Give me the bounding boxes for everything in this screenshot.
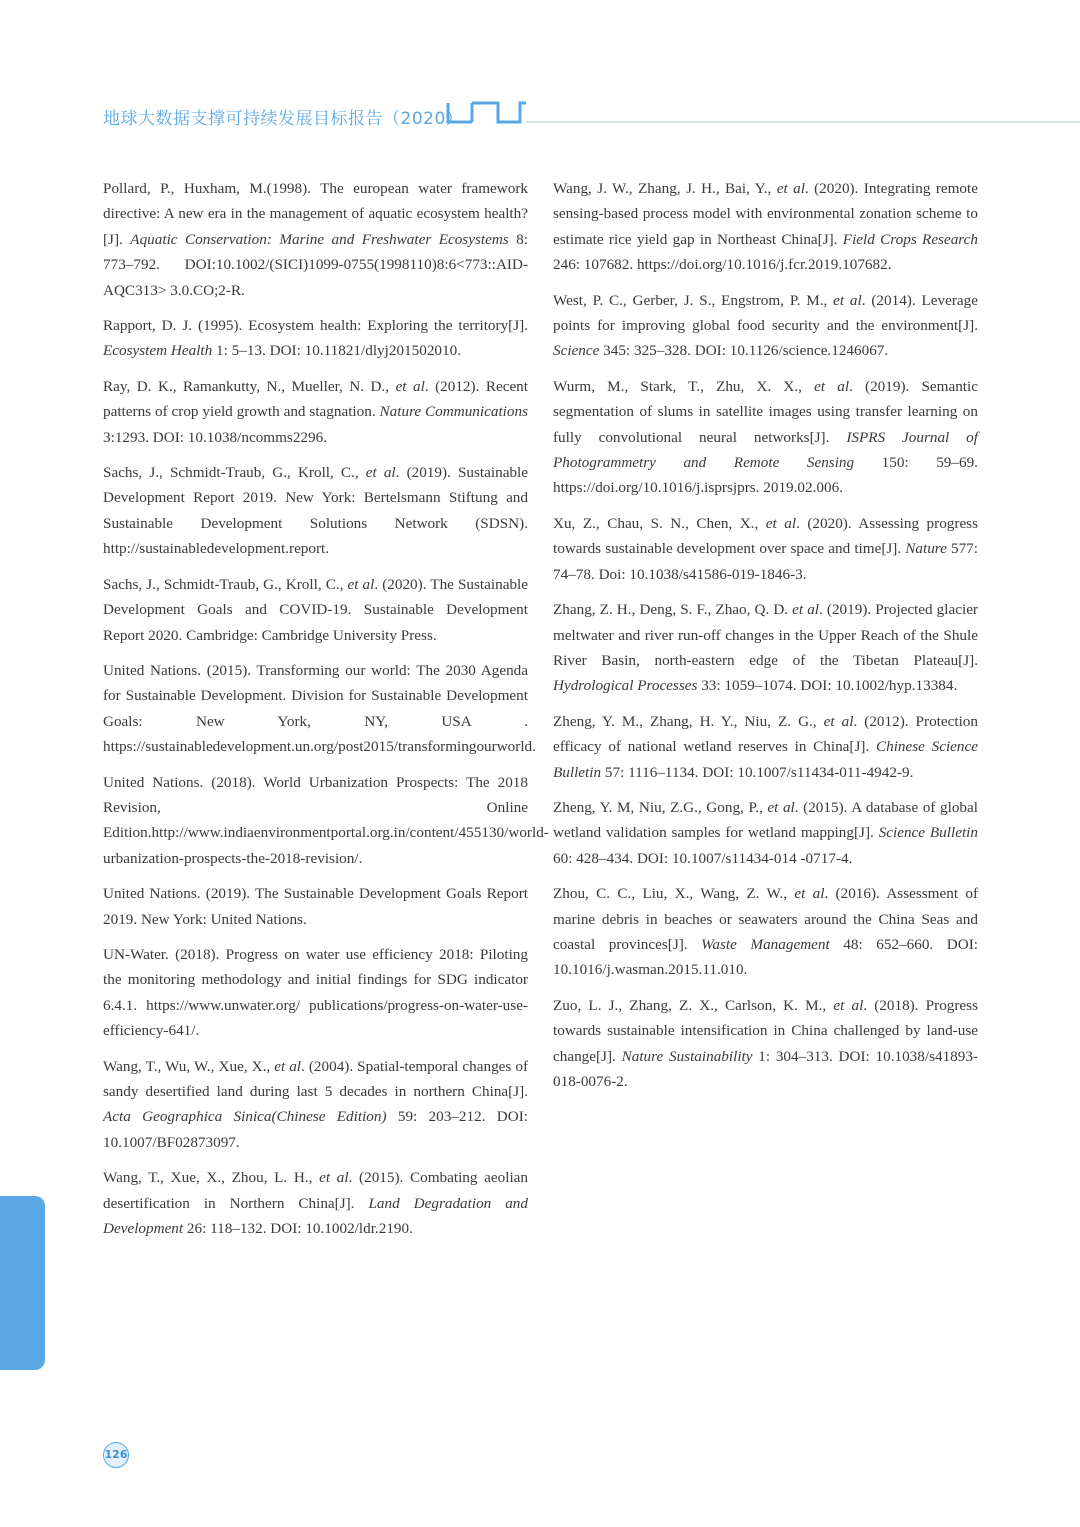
- reference-entry: [553, 288, 978, 364]
- report-header-title: 地球大数据支撑可持续发展目标报告（2020）: [103, 109, 464, 129]
- reference-text-segment: . (2004). Spatial-temporal changes of sandy desertified land during last 5 decades in northern China[J].: [103, 1057, 528, 1100]
- reference-entry: [553, 597, 978, 699]
- reference-text-segment: Sachs, J., Schmidt-Traub, G., Kroll, C.,: [103, 575, 348, 593]
- reference-text-segment: 3:1293. DOI: 10.1038/ncomms2296.: [103, 428, 328, 446]
- reference-text-segment: . (2012). Recent patterns of crop yield growth and stagnation.: [103, 377, 528, 421]
- reference-italic-segment: et al: [319, 1169, 349, 1187]
- reference-italic-segment: et al: [792, 601, 820, 619]
- reference-italic-segment: Hydrological Processes: [553, 677, 698, 695]
- reference-text-segment: . (2015). Combating aeolian desertification in Northern China[J].: [103, 1169, 529, 1212]
- reference-entry: [103, 881, 528, 932]
- reference-entry: [553, 881, 978, 983]
- reference-text-segment: 26: 118–132. DOI: 10.1002/ldr.2190.: [183, 1220, 413, 1238]
- reference-entry: [553, 511, 978, 587]
- reference-entry: [103, 374, 528, 450]
- reference-entry: [553, 993, 978, 1095]
- reference-text-segment: 33: 1059–1074. DOI: 10.1002/hyp.13384.: [697, 677, 958, 695]
- reference-text-segment: 345: 325–328. DOI: 10.1126/science.1246067.: [599, 342, 889, 360]
- reference-text-segment: Wang, J. W., Zhang, J. H., Bai, Y.,: [553, 180, 777, 197]
- reference-entry: [553, 709, 978, 785]
- reference-text-segment: . (2019). Sustainable Development Report 2019. New York: Bertelsmann Stiftung and Sustainable Development Solutions Network (SDSN). http://sustainabledevelopment.report.: [103, 464, 528, 558]
- reference-text-segment: . (2012). Protection efficacy of national wetland reserves in China[J].: [553, 712, 978, 756]
- reference-entry: [103, 1165, 528, 1241]
- reference-italic-segment: Science: [553, 342, 600, 360]
- reference-text-segment: Zhou, C. C., Liu, X., Wang, Z. W.,: [553, 885, 795, 903]
- reference-text-segment: . (2020). Integrating remote sensing-based process model with environmental zonation scheme to estimate rice yield gap in Northeast China[J].: [553, 180, 978, 248]
- reference-text-segment: UN-Water. (2018). Progress on water use efficiency 2018: Piloting the monitoring methodology and initial findings for SDG indicator 6.4.1. https://www.unwater.org/ publications/progress-on-water-use-efficiency-641/.: [103, 945, 528, 1040]
- page-number: 126: [103, 1442, 129, 1468]
- reference-italic-segment: Nature Sustainability: [621, 1047, 753, 1065]
- reference-italic-segment: et al: [814, 377, 850, 395]
- reference-italic-segment: Science Bulletin: [878, 824, 978, 842]
- reference-italic-segment: Land Degradation and Development: [103, 1194, 528, 1238]
- reference-text-segment: 8: 773–792. DOI:10.1002/(SICI)1099-0755(1998110)8:6<773::AID-AQC313> 3.0.CO;2-R.: [103, 230, 528, 299]
- reference-text-segment: Zheng, Y. M, Niu, Z.G., Gong, P.,: [553, 798, 768, 816]
- reference-italic-segment: et al: [794, 885, 825, 903]
- reference-text-segment: 1: 304–313. DOI: 10.1038/s41893-018-0076-2.: [553, 1047, 979, 1090]
- reference-entry: [553, 795, 978, 871]
- reference-text-segment: . (2016). Assessment of marine debris in beaches or seawaters around the China Seas and coastal provinces[J].: [553, 885, 979, 953]
- reference-italic-segment: Nature Communications: [379, 403, 528, 421]
- references-left-column: [103, 176, 549, 1251]
- reference-italic-segment: et al: [833, 996, 864, 1014]
- reference-italic-segment: et al: [395, 377, 425, 395]
- reference-text-segment: . (2014). Leverage points for improving global food security and the environment[J].: [553, 291, 978, 335]
- reference-italic-segment: et al: [767, 798, 795, 816]
- reference-text-segment: Ray, D. K., Ramankutty, N., Mueller, N. D.,: [103, 377, 396, 395]
- reference-text-segment: Sachs, J., Schmidt-Traub, G., Kroll, C.,: [103, 464, 366, 482]
- reference-italic-segment: Field Crops Research: [842, 230, 978, 248]
- reference-italic-segment: Ecosystem Health: [103, 342, 213, 360]
- reference-italic-segment: et al: [823, 712, 854, 730]
- reference-entry: [103, 770, 549, 872]
- reference-text-segment: 59: 203–212. DOI: 10.1007/BF02873097.: [103, 1108, 528, 1151]
- reference-text-segment: Wang, T., Xue, X., Zhou, L. H.,: [103, 1169, 320, 1187]
- reference-italic-segment: et al: [347, 575, 375, 593]
- reference-entry: [103, 572, 528, 648]
- reference-entry: [103, 1054, 528, 1156]
- reference-text-segment: . (2018). Progress towards sustainable intensification in China challenged by land-use change[J].: [553, 996, 978, 1065]
- reference-italic-segment: ISPRS Journal of Photogrammetry and Remote Sensing: [553, 428, 978, 472]
- reference-text-segment: Rapport, D. J. (1995). Ecosystem health: Exploring the territory[J].: [103, 317, 528, 335]
- references-right-column: [553, 176, 978, 1104]
- reference-italic-segment: Nature: [905, 540, 947, 558]
- reference-entry: [103, 658, 536, 760]
- reference-text-segment: 246: 107682. https://doi.org/10.1016/j.fcr.2019.107682.: [553, 256, 892, 274]
- reference-text-segment: 57: 1116–1134. DOI: 10.1007/s11434-011-4942-9.: [601, 763, 914, 781]
- reference-italic-segment: et al: [365, 464, 396, 482]
- reference-text-segment: 1: 5–13. DOI: 10.11821/dlyj201502010.: [212, 342, 461, 360]
- side-tab: [0, 1196, 45, 1370]
- reference-text-segment: West, P. C., Gerber, J. S., Engstrom, P. M.,: [553, 291, 834, 309]
- reference-entry: [103, 176, 528, 303]
- reference-text-segment: 577: 74–78. Doi: 10.1038/s41586-019-1846-3.: [553, 540, 978, 583]
- reference-text-segment: Zheng, Y. M., Zhang, H. Y., Niu, Z. G.,: [553, 712, 824, 730]
- reference-entry: [103, 460, 528, 562]
- reference-italic-segment: et al: [274, 1057, 302, 1075]
- reference-text-segment: Wang, T., Wu, W., Xue, X.,: [103, 1057, 275, 1075]
- reference-text-segment: . (2015). A database of global wetland validation samples for wetland mapping[J].: [553, 798, 978, 842]
- reference-text-segment: Wurm, M., Stark, T., Zhu, X. X.,: [553, 377, 815, 395]
- reference-italic-segment: et al: [833, 291, 862, 309]
- reference-text-segment: United Nations. (2018). World Urbanization Prospects: The 2018 Revision, Online Edition.http://www.indiaenvironmentportal.org.in/content/455130/world-urbanization-prospects-the-2018-revision/.: [103, 773, 549, 867]
- reference-text-segment: 150: 59–69. https://doi.org/10.1016/j.isprsjprs. 2019.02.006.: [553, 454, 978, 497]
- reference-text-segment: United Nations. (2019). The Sustainable Development Goals Report 2019. New York: United Nations.: [103, 885, 528, 928]
- reference-text-segment: 48: 652–660. DOI: 10.1016/j.wasman.2015.11.010.: [553, 935, 978, 979]
- reference-text-segment: . (2019). Semantic segmentation of slums in satellite images using transfer learning on fully convolutional neural networks[J].: [553, 377, 978, 446]
- reference-italic-segment: Waste Management: [701, 935, 830, 953]
- reference-text-segment: . (2020). Assessing progress towards sustainable development over space and time[J].: [553, 514, 979, 558]
- reference-italic-segment: Acta Geographica Sinica(Chinese Edition): [103, 1108, 387, 1126]
- reference-italic-segment: et al: [776, 180, 805, 197]
- reference-text-segment: United Nations. (2015). Transforming our world: The 2030 Agenda for Sustainable Development. Division for Sustainable Development Goals: New York, NY, USA . https://sustainabledevelopment.un.org/post2015/transformingourworld.: [103, 661, 536, 756]
- reference-entry: [553, 176, 978, 278]
- reference-text-segment: . (2019). Projected glacier meltwater and river run-off changes in the Upper Reach of the Shule River Basin, north-eastern edge of the Tibetan Plateau[J].: [553, 601, 978, 669]
- reference-italic-segment: et al: [765, 514, 797, 532]
- reference-text-segment: Pollard, P., Huxham, M.(1998). The european water framework directive: A new era in the management of aquatic ecosystem health?[J].: [103, 180, 528, 248]
- reference-text-segment: 60: 428–434. DOI: 10.1007/s11434-014 -0717-4.: [553, 849, 853, 867]
- reference-italic-segment: Aquatic Conservation: Marine and Freshwater Ecosystems: [130, 230, 509, 248]
- reference-entry: [103, 942, 528, 1044]
- reference-italic-segment: Chinese Science Bulletin: [553, 738, 978, 781]
- reference-text-segment: Zuo, L. J., Zhang, Z. X., Carlson, K. M.,: [553, 996, 834, 1014]
- reference-entry: [553, 374, 978, 501]
- reference-entry: [103, 313, 528, 364]
- header-decoration: [442, 100, 1080, 126]
- reference-text-segment: Zhang, Z. H., Deng, S. F., Zhao, Q. D.: [553, 601, 793, 619]
- reference-text-segment: . (2020). The Sustainable Development Goals and COVID-19. Sustainable Development Report 2020. Cambridge: Cambridge University Press.: [103, 575, 528, 644]
- reference-text-segment: Xu, Z., Chau, S. N., Chen, X.,: [553, 514, 766, 532]
